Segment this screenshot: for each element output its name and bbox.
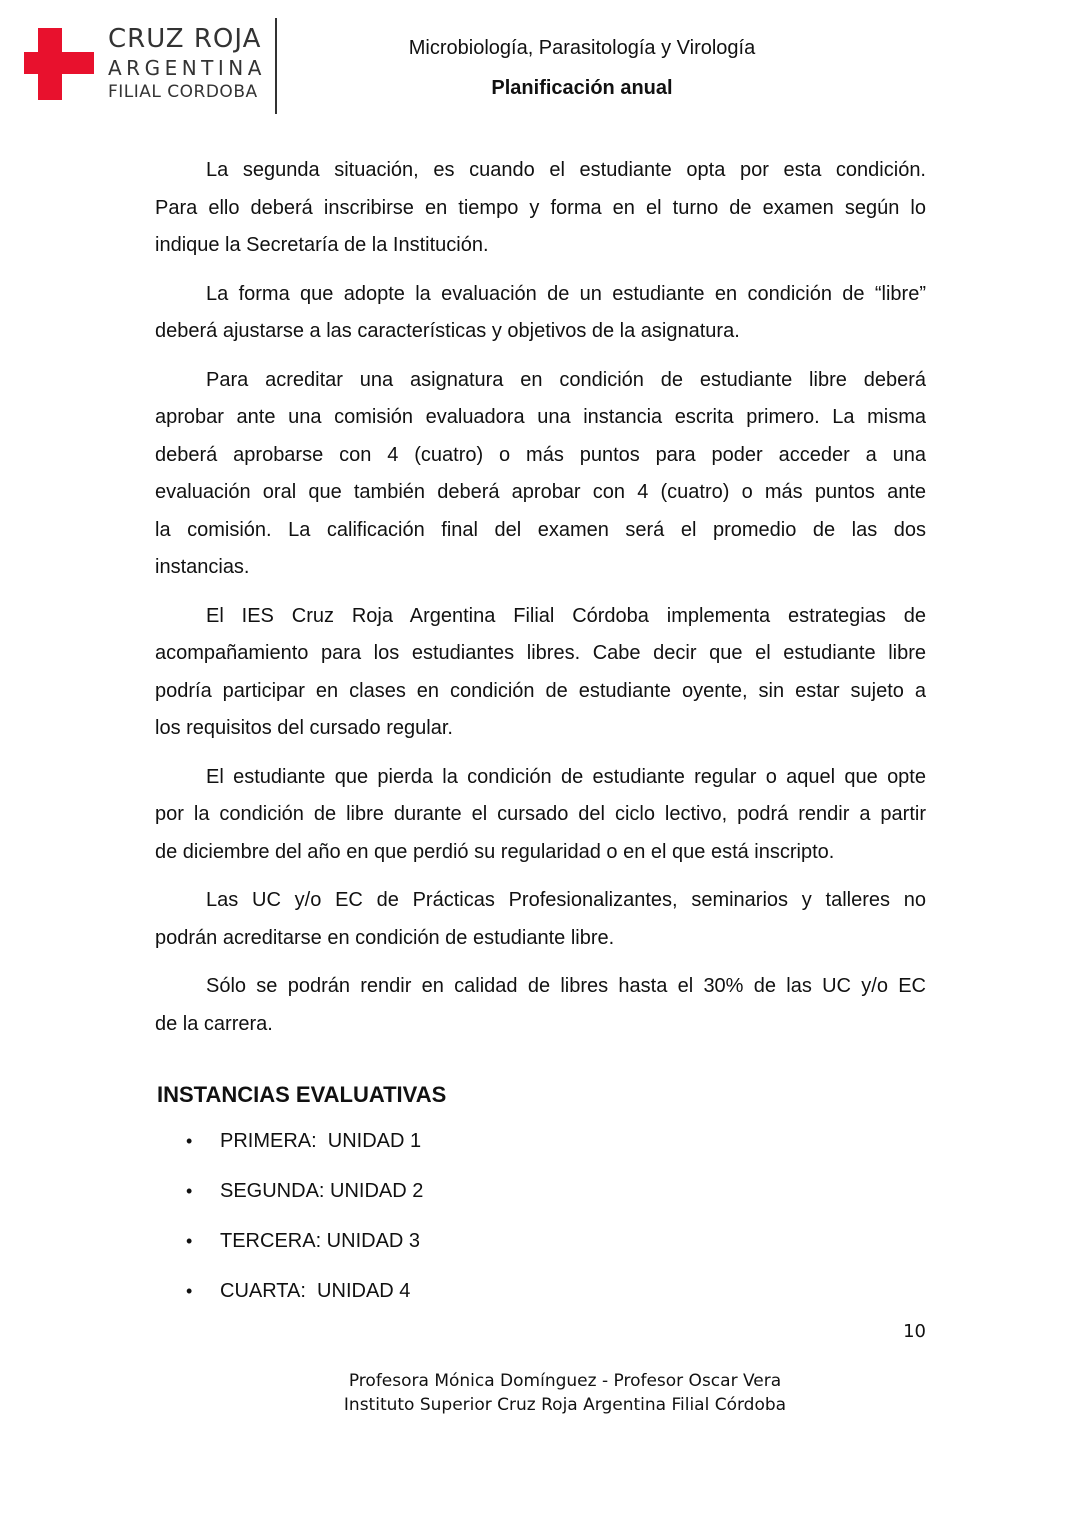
header-divider [275,18,277,114]
list-item [186,1178,423,1228]
paragraph-line: podría participar en clases en condición de estudiante oyente, sin estar sujeto a [155,679,926,702]
list-item [186,1228,423,1278]
paragraph-line: Sólo se podrán rendir en calidad de libres hasta el 30% de las UC y/o EC [206,975,926,997]
paragraph-line: Para acreditar una asignatura en condición de estudiante libre deberá [206,368,926,391]
bullet-icon: • [186,1181,193,1201]
document-subtitle: Planificación anual [491,77,673,99]
paragraph-line: El estudiante que pierda la condición de estudiante regular o aquel que opte [206,765,926,788]
paragraph-line: los requisitos del cursado regular. [155,717,453,739]
bullet-icon: • [186,1231,193,1251]
red-cross-icon-bar [24,52,94,74]
evaluation-list [186,1128,423,1328]
footer [0,1369,1080,1417]
paragraph-line: deberá ajustarse a las características y objetivos de la asignatura. [155,320,740,342]
paragraph-line: indique la Secretaría de la Institución. [155,234,489,256]
section-heading: INSTANCIAS EVALUATIVAS [157,1082,447,1107]
list-item-text: TERCERA: UNIDAD 3 [220,1230,421,1252]
logo-line-2: ARGENTINA [108,56,266,80]
list-item [186,1278,423,1328]
cruz-roja-logo [22,26,282,116]
logo-text [108,26,266,101]
document-body [155,152,926,1054]
paragraph-line: acompañamiento para los estudiantes libres. Cabe decir que el estudiante libre [155,642,926,664]
logo-line-1: CRUZ ROJA [108,24,262,54]
list-item-text: PRIMERA: UNIDAD 1 [220,1130,422,1152]
list-item-text: SEGUNDA: UNIDAD 2 [220,1180,424,1202]
bullet-icon: • [186,1281,193,1301]
paragraph-line: por la condición de libre durante el cursado del ciclo lectivo, podrá rendir a partir [155,803,926,825]
bullet-icon: • [186,1131,193,1151]
paragraph-line: la comisión. La calificación final del examen será el promedio de las dos [155,518,926,541]
logo-line-3: FILIAL CORDOBA [108,82,258,102]
list-item-text: CUARTA: UNIDAD 4 [220,1280,411,1302]
paragraph-line: instancias. [155,556,250,578]
paragraph [155,882,926,957]
paragraph-line: La forma que adopte la evaluación de un estudiante en condición de “libre” [206,282,926,305]
paragraph-line: de la carrera. [155,1012,273,1035]
footer-authors: Profesora Mónica Domínguez - Profesor Oscar Vera [348,1371,782,1391]
list-item [186,1128,423,1178]
paragraph-line: El IES Cruz Roja Argentina Filial Córdoba implementa estrategias de [206,604,926,627]
paragraph [155,276,926,351]
paragraph-line: Las UC y/o EC de Prácticas Profesionalizantes, seminarios y talleres no [206,889,926,911]
paragraph [155,598,926,748]
paragraph [155,152,926,265]
paragraph-line: evaluación oral que también deberá aprobar con 4 (cuatro) o más puntos ante [155,481,926,503]
paragraph-line: deberá aprobarse con 4 (cuatro) o más puntos para poder acceder a una [155,443,926,466]
paragraph-line: podrán acreditarse en condición de estudiante libre. [155,926,615,949]
paragraph-line: La segunda situación, es cuando el estudiante opta por esta condición. [206,159,926,181]
document-title: Microbiología, Parasitología y Virología [408,37,756,59]
paragraph-line: aprobar ante una comisión evaluadora una instancia escrita primero. La misma [155,406,926,428]
paragraph [155,968,926,1043]
paragraph-line: Para ello deberá inscribirse en tiempo y forma en el turno de examen según lo [155,196,926,219]
paragraph [155,362,926,587]
paragraph-line: de diciembre del año en que perdió su regularidad o en el que está inscripto. [155,840,835,863]
page-number: 10 [903,1321,926,1342]
footer-institution: Instituto Superior Cruz Roja Argentina Filial Córdoba [343,1395,787,1415]
paragraph [155,759,926,872]
